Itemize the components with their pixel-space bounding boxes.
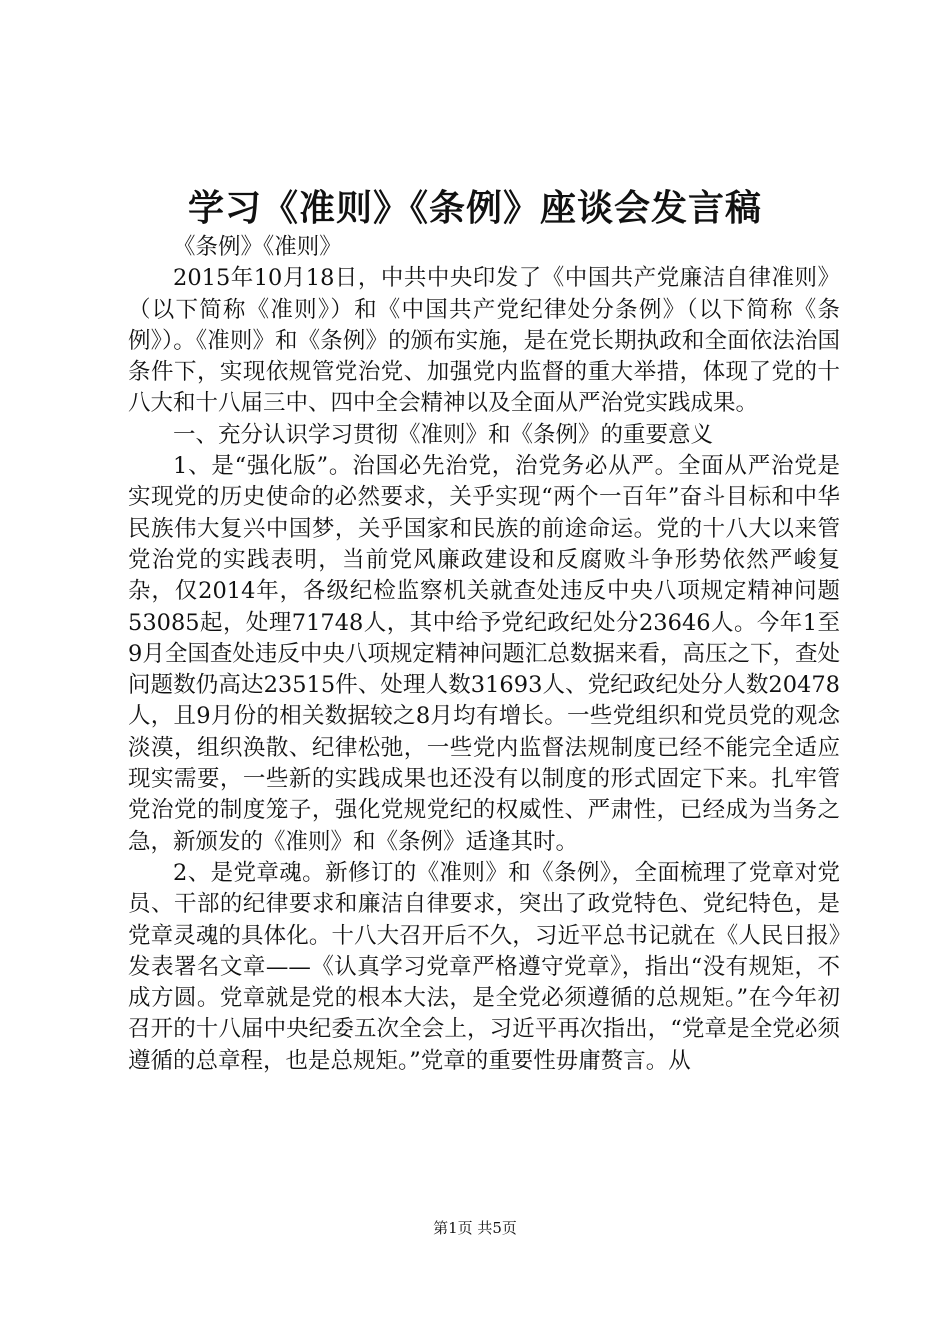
page-footer: 第1页 共5页 xyxy=(433,1219,517,1237)
document-body xyxy=(128,232,840,1077)
document-title: 学习《准则》《条例》座谈会发言稿 xyxy=(187,187,762,229)
paragraph-subtitle: 《条例》《准则》 xyxy=(173,234,342,260)
paragraph-point-2: 2、是党章魂。新修订的《准则》和《条例》，全面梳理了党章对党员、干部的纪律要求和廉洁自律要求，突出了政党特色、党纪特色，是党章灵魂的具体化。十八大召开后不久，习近平总书记就在《人民日报》发表署名文章——《认真学习党章严格遵守党章》，指出“没有规矩，不成方圆。党章就是党的根本大法，是全党必须遵循的总规矩。”在今年初召开的十八届中央纪委五次全会上，习近平再次指出，“党章是全党必须遵循的总章程，也是总规矩。”党章的重要性毋庸赘言。从 xyxy=(128,859,840,1074)
paragraph-intro: 2015年10月18日，中共中央印发了《中国共产党廉洁自律准则》（以下简称《准则》）和《中国共产党纪律处分条例》（以下简称《条例》）。《准则》和《条例》的颁布实施，是在党长期执政和全面依法治国条件下，实现依规管党治党、加强党内监督的重大举措，体现了党的十八大和十八届三中、四中全会精神以及全面从严治党实践成果。 xyxy=(128,265,840,417)
section-heading: 一、充分认识学习贯彻《准则》和《条例》的重要意义 xyxy=(173,421,714,448)
paragraph-point-1: 1、是“强化版”。治国必先治党，治党务必从严。全面从严治党是实现党的历史使命的必然要求，关乎实现“两个一百年”奋斗目标和中华民族伟大复兴中国梦，关乎国家和民族的前途命运。党的十八大以来管党治党的实践表明，当前党风廉政建设和反腐败斗争形势依然严峻复杂，仅2014年，各级纪检监察机关就查处违反中央八项规定精神问题53085起，处理71748人，其中给予党纪政纪处分23646人。今年1至9月全国查处违反中央八项规定精神问题汇总数据来看，高压之下，查处问题数仍高达23515件、处理人数31693人、党纪政纪处分人数20478人，且9月份的相关数据较之8月均有增长。一些党组织和党员党的观念淡漠，组织涣散、纪律松弛，一些党内监督法规制度已经不能完全适应现实需要，一些新的实践成果也还没有以制度的形式固定下来。扎牢管党治党的制度笼子，强化党规党纪的权威性、严肃性，已经成为当务之急，新颁发的《准则》和《条例》适逢其时。 xyxy=(128,453,840,855)
